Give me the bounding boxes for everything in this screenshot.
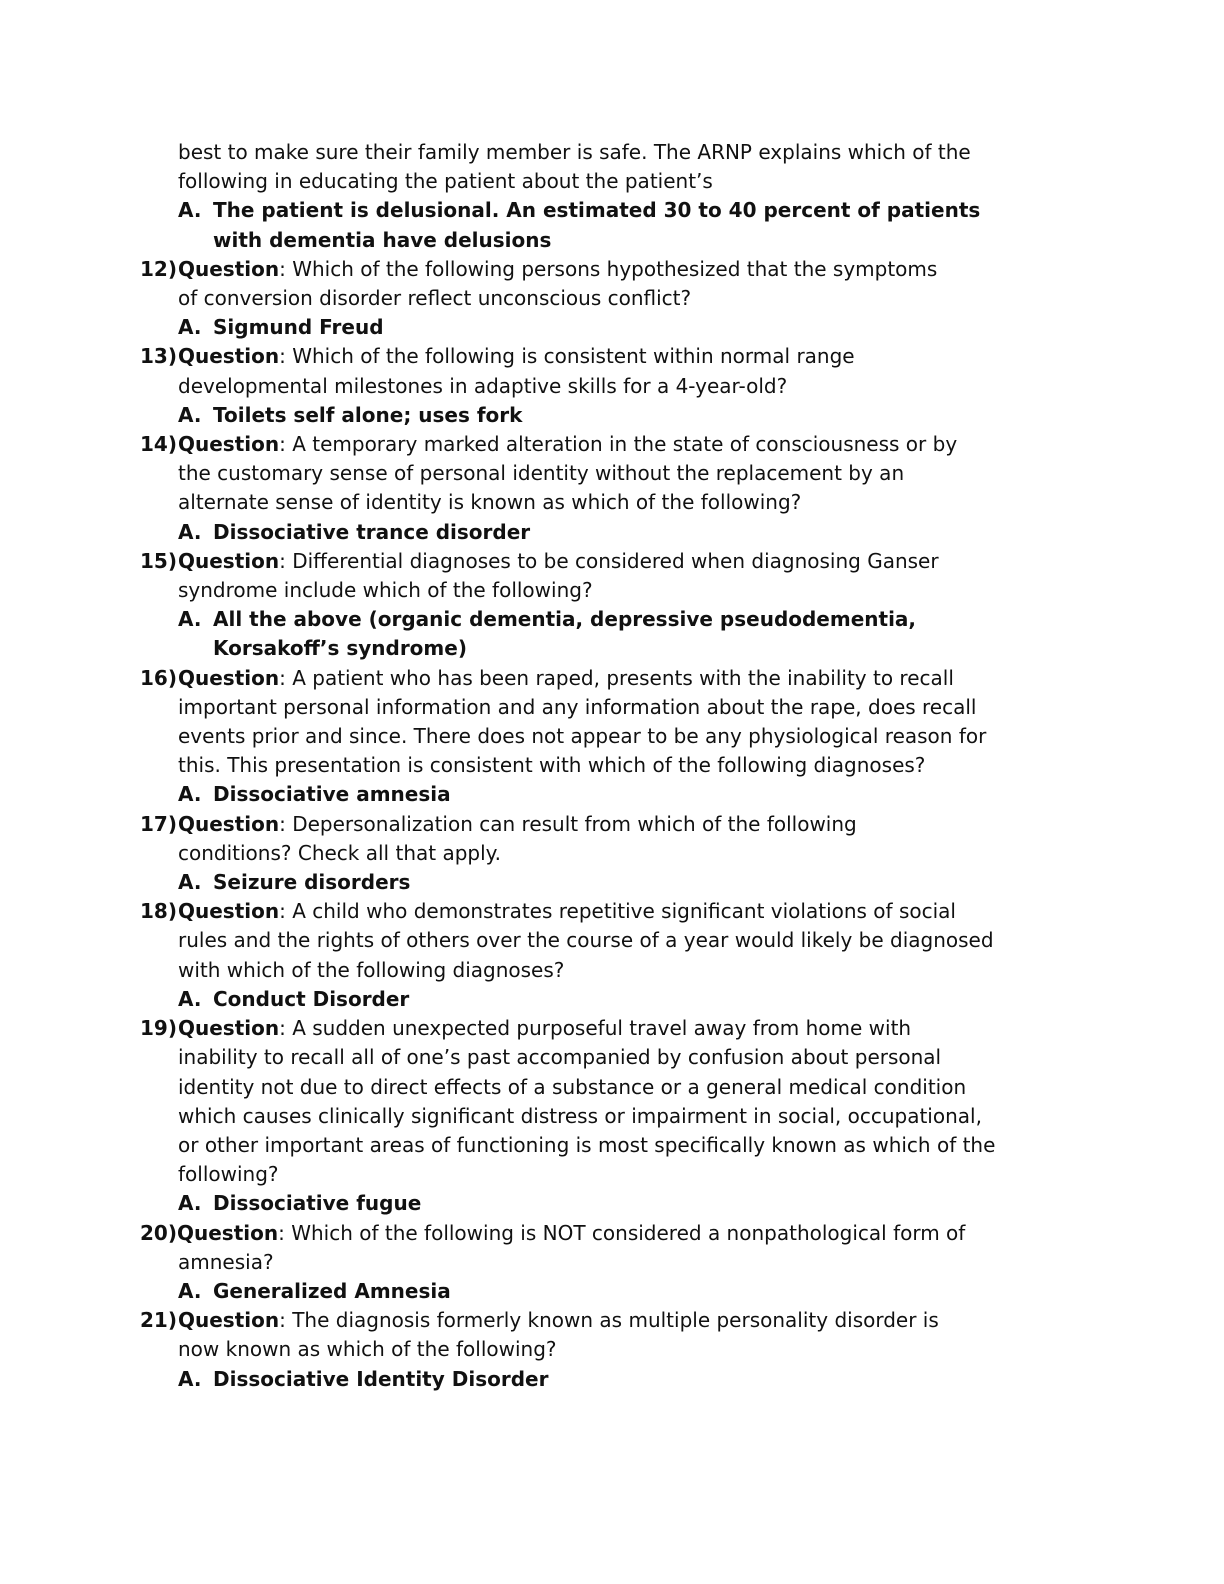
answer-line xyxy=(140,196,1070,225)
answer-letter: A. xyxy=(178,986,202,1011)
question-number: 19) xyxy=(140,1016,177,1041)
answer-text: The patient is delusional. An estimated 30 to 40 percent of patients xyxy=(213,198,981,223)
question-text: : A child who demonstrates repetitive significant violations of social xyxy=(279,899,956,924)
question-text-continued: amnesia? xyxy=(178,1249,274,1274)
question-label: Question xyxy=(178,665,280,690)
question-label: Question xyxy=(178,432,280,457)
answer-text: All the above (organic dementia, depressive pseudodementia, xyxy=(213,607,917,632)
question-text-continued: identity not due to direct effects of a substance or a general medical condition xyxy=(178,1074,967,1099)
answer-text: Conduct Disorder xyxy=(213,986,410,1011)
answer-letter: A. xyxy=(178,402,202,427)
answer-letter: A. xyxy=(178,315,202,340)
question-text: : Which of the following persons hypothesized that the symptoms xyxy=(279,256,938,281)
question-19 xyxy=(140,1014,1070,1043)
question-number: 16) xyxy=(140,665,177,690)
answer-text: Dissociative fugue xyxy=(213,1191,422,1216)
intro-text-line: best to make sure their family member is safe. The ARNP explains which of the xyxy=(178,140,971,164)
question-label: Question xyxy=(178,899,280,924)
question-label: Question xyxy=(178,548,280,573)
question-text-continued: with which of the following diagnoses? xyxy=(178,957,565,982)
question-text-continued: or other important areas of functioning is most specifically known as which of the xyxy=(178,1132,996,1157)
question-number: 15) xyxy=(140,548,177,573)
question-number: 21) xyxy=(140,1308,177,1333)
question-text: : Depersonalization can result from which of the following xyxy=(279,811,857,836)
answer-line xyxy=(140,985,1070,1014)
answer-letter: A. xyxy=(178,607,202,632)
question-text-continued: syndrome include which of the following? xyxy=(178,578,593,603)
question-number: 18) xyxy=(140,899,177,924)
question-text: : The diagnosis formerly known as multiple personality disorder is xyxy=(279,1308,939,1333)
qa-content xyxy=(140,138,1070,1394)
question-text-continued: this. This presentation is consistent with which of the following diagnoses? xyxy=(178,753,926,778)
question-15 xyxy=(140,547,1070,576)
question-number: 14) xyxy=(140,432,177,457)
answer-line xyxy=(140,313,1070,342)
question-text-continued: following? xyxy=(178,1162,279,1187)
question-17 xyxy=(140,810,1070,839)
answer-line xyxy=(140,401,1070,430)
question-text: : A patient who has been raped, presents with the inability to recall xyxy=(279,665,954,690)
question-text-continued: developmental milestones in adaptive skills for a 4-year-old? xyxy=(178,373,788,398)
question-text: : Which of the following is NOT considered a nonpathological form of xyxy=(278,1220,966,1245)
answer-line xyxy=(140,1277,1070,1306)
question-label: Question xyxy=(178,344,280,369)
answer-text: Dissociative amnesia xyxy=(213,782,451,807)
answer-text-continued: with dementia have delusions xyxy=(213,227,552,252)
answer-letter: A. xyxy=(178,519,202,544)
question-text-continued: of conversion disorder reflect unconscious conflict? xyxy=(178,286,692,311)
answer-letter: A. xyxy=(178,1191,202,1216)
answer-letter: A. xyxy=(178,1366,202,1391)
question-label: Question xyxy=(178,1308,280,1333)
question-number: 17) xyxy=(140,811,177,836)
answer-line xyxy=(140,780,1070,809)
question-text: : Differential diagnoses to be considered when diagnosing Ganser xyxy=(279,548,939,573)
answer-text-continued: Korsakoff’s syndrome) xyxy=(213,636,467,661)
answer-line xyxy=(140,518,1070,547)
answer-text: Dissociative trance disorder xyxy=(213,519,531,544)
question-text-continued: rules and the rights of others over the course of a year would likely be diagnosed xyxy=(178,928,994,953)
question-14 xyxy=(140,430,1070,459)
question-text-continued: alternate sense of identity is known as which of the following? xyxy=(178,490,802,515)
question-number: 12) xyxy=(140,256,177,281)
answer-text: Sigmund Freud xyxy=(213,315,384,340)
question-16 xyxy=(140,664,1070,693)
answer-text: Dissociative Identity Disorder xyxy=(213,1366,549,1391)
answer-line xyxy=(140,1365,1070,1394)
question-text-continued: inability to recall all of one’s past accompanied by confusion about personal xyxy=(178,1045,942,1070)
question-18 xyxy=(140,897,1070,926)
question-label: Question xyxy=(178,1016,280,1041)
question-20 xyxy=(140,1219,1070,1248)
answer-letter: A. xyxy=(178,782,202,807)
question-label: Question xyxy=(176,1220,279,1245)
answer-text: Generalized Amnesia xyxy=(213,1278,451,1303)
answer-letter: A. xyxy=(178,198,202,223)
question-text-continued: the customary sense of personal identity without the replacement by an xyxy=(178,461,905,486)
question-text: : A sudden unexpected purposeful travel away from home with xyxy=(279,1016,912,1041)
question-text-continued: now known as which of the following? xyxy=(178,1337,557,1362)
answer-text: Seizure disorders xyxy=(213,870,411,895)
question-12 xyxy=(140,255,1070,284)
question-label: Question xyxy=(178,811,280,836)
question-text-continued: events prior and since. There does not appear to be any physiological reason for xyxy=(178,724,987,749)
question-21 xyxy=(140,1306,1070,1335)
answer-line xyxy=(140,605,1070,634)
answer-line xyxy=(140,868,1070,897)
question-label: Question xyxy=(178,256,280,281)
question-text: : A temporary marked alteration in the state of consciousness or by xyxy=(279,432,958,457)
answer-letter: A. xyxy=(178,870,202,895)
question-text: : Which of the following is consistent within normal range xyxy=(279,344,855,369)
question-text-continued: which causes clinically significant distress or impairment in social, occupational, xyxy=(178,1103,982,1128)
answer-line xyxy=(140,1189,1070,1218)
question-number: 13) xyxy=(140,344,177,369)
intro-text-line: following in educating the patient about the patient’s xyxy=(178,169,713,194)
answer-text: Toilets self alone; uses fork xyxy=(213,402,523,427)
question-text-continued: important personal information and any information about the rape, does recall xyxy=(178,694,977,719)
question-number: 20) xyxy=(140,1220,177,1245)
question-13 xyxy=(140,342,1070,371)
question-text-continued: conditions? Check all that apply. xyxy=(178,840,501,865)
answer-letter: A. xyxy=(178,1278,202,1303)
